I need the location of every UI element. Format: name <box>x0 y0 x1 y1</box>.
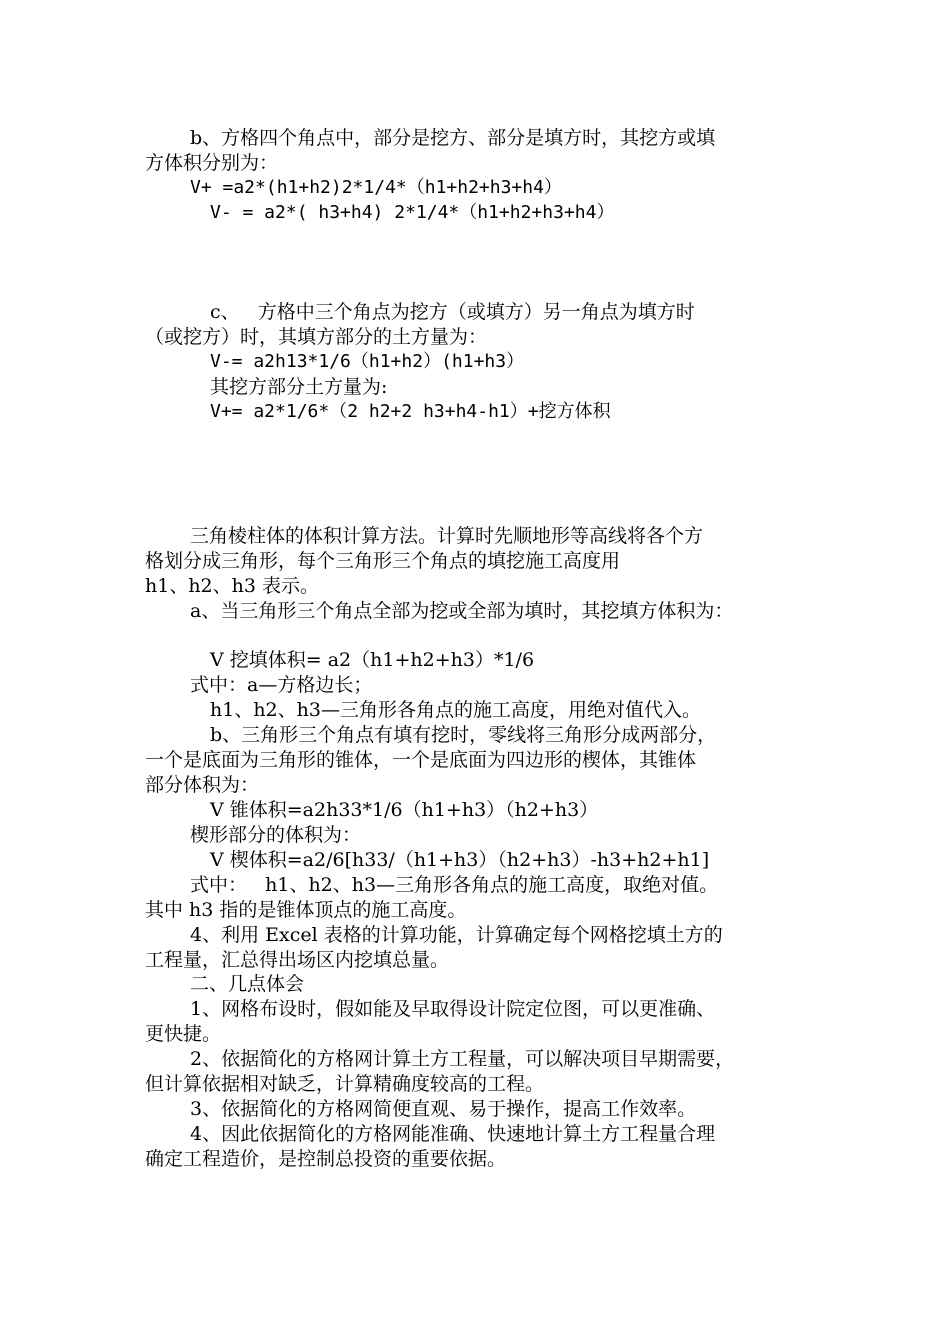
text-line: 式中：a—方格边长； <box>190 674 373 696</box>
text-line: 部分体积为： <box>145 774 260 796</box>
text-line: a、当三角形三个角点全部为挖或全部为填时，其挖填方体积为： <box>190 600 734 622</box>
text-line: 式中： h1、h2、h3—三角形各角点的施工高度，取绝对值。 <box>190 874 719 896</box>
formula-line: V 楔体积=a2/6[h33/（h1+h3）（h2+h3）-h3+h2+h1] <box>210 849 710 871</box>
text-line: 方体积分别为： <box>145 152 279 174</box>
formula-line: V+ =a2*(h1+h2)2*1/4*（h1+h2+h3+h4） <box>190 177 562 198</box>
text-line: 但计算依据相对缺乏，计算精确度较高的工程。 <box>145 1073 545 1095</box>
text-line: c、 方格中三个角点为挖方（或填方）另一角点为填方时 <box>210 301 695 323</box>
formula-line: V+= a2*1/6*（2 h2+2 h3+h4-h1）+挖方体积 <box>210 401 611 422</box>
text-line: 1、网格布设时，假如能及早取得设计院定位图，可以更准确、 <box>190 998 716 1020</box>
text-line: 4、利用 Excel 表格的计算功能，计算确定每个网格挖填土方的 <box>190 924 723 946</box>
formula-line: V- = a2*( h3+h4) 2*1/4*（h1+h2+h3+h4） <box>210 202 615 223</box>
text-line: 确定工程造价，是控制总投资的重要依据。 <box>145 1148 507 1170</box>
text-line: 4、因此依据简化的方格网能准确、快速地计算土方工程量合理 <box>190 1123 716 1145</box>
text-line: 三角棱柱体的体积计算方法。计算时先顺地形等高线将各个方 <box>190 525 704 547</box>
text-line: 一个是底面为三角形的锥体，一个是底面为四边形的楔体，其锥体 <box>145 749 697 771</box>
text-line: 2、依据简化的方格网计算土方工程量，可以解决项目早期需要， <box>190 1048 735 1070</box>
text-line: b、方格四个角点中，部分是挖方、部分是填方时，其挖方或填 <box>190 127 716 149</box>
text-line: 3、依据简化的方格网简便直观、易于操作，提高工作效率。 <box>190 1098 697 1120</box>
formula-line: V-= a2h13*1/6（h1+h2）(h1+h3） <box>210 351 525 372</box>
formula-line: V 锥体积=a2h33*1/6（h1+h3）（h2+h3） <box>210 799 599 821</box>
formula-line: V 挖填体积= a2（h1+h2+h3）*1/6 <box>210 649 535 671</box>
text-line: b、三角形三个角点有填有挖时，零线将三角形分成两部分， <box>210 724 717 746</box>
text-line: （或挖方）时，其填方部分的土方量为： <box>145 326 488 348</box>
text-line: 其挖方部分土方量为: <box>210 376 388 398</box>
text-line: 工程量，汇总得出场区内挖填总量。 <box>145 949 450 971</box>
text-line: 其中 h3 指的是锥体顶点的施工高度。 <box>145 899 467 921</box>
text-line: 更快捷。 <box>145 1023 222 1045</box>
text-line: h1、h2、h3 表示。 <box>145 575 320 597</box>
text-line: 楔形部分的体积为： <box>190 824 362 846</box>
text-line: h1、h2、h3—三角形各角点的施工高度，用绝对值代入。 <box>210 699 701 721</box>
text-line: 格划分成三角形，每个三角形三个角点的填挖施工高度用 <box>145 550 621 572</box>
section-heading: 二、几点体会 <box>190 973 305 995</box>
